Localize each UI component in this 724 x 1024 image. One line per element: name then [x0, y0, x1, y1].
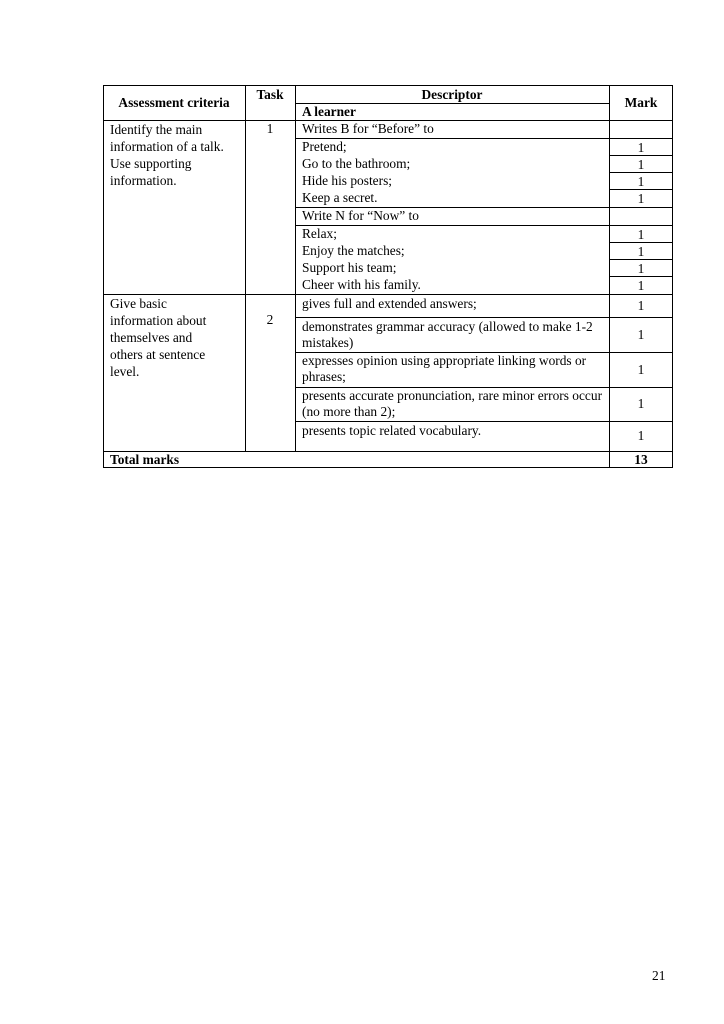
descriptor-item: Support his team; [302, 260, 397, 275]
mark-value: 1 [637, 227, 645, 242]
descriptor-item: demonstrates grammar accuracy (allowed to make 1-2 mistakes) [302, 319, 593, 350]
mark-value: 1 [637, 327, 645, 342]
mark-value: 1 [637, 191, 645, 206]
header-task: Task [256, 87, 284, 102]
descriptor-item: presents accurate pronunciation, rare minor errors occur (no more than 2); [302, 388, 603, 419]
descriptor-item: presents topic related vocabulary. [302, 423, 482, 438]
row-divider [295, 138, 673, 139]
total-divider [103, 451, 673, 452]
mark-value: 1 [637, 261, 645, 276]
header-assessment-criteria: Assessment criteria [118, 95, 230, 110]
header-mark: Mark [624, 95, 658, 110]
col-divider [245, 85, 246, 451]
descriptor-group-heading: Writes B for “Before” to [302, 121, 434, 136]
mark-value: 1 [637, 428, 645, 443]
mark-value: 1 [637, 362, 645, 377]
header-a-learner: A learner [302, 104, 356, 119]
mark-value: 1 [637, 244, 645, 259]
descriptor-item: Enjoy the matches; [302, 243, 405, 258]
row-divider [295, 317, 673, 318]
descriptor-item: gives full and extended answers; [302, 296, 477, 311]
descriptor-item: Keep a secret. [302, 190, 378, 205]
mark-value: 1 [637, 278, 645, 293]
col-divider [295, 85, 296, 451]
row-divider [295, 225, 673, 226]
row-divider [295, 421, 673, 422]
total-marks-label: Total marks [110, 452, 180, 467]
header-descriptor: Descriptor [421, 87, 483, 102]
mark-value: 1 [637, 396, 645, 411]
total-marks-value: 13 [634, 452, 648, 467]
task-number-2: 2 [266, 312, 274, 327]
descriptor-item: Hide his posters; [302, 173, 393, 188]
descriptor-item: Go to the bathroom; [302, 156, 411, 171]
descriptor-item: expresses opinion using appropriate linking words or phrases; [302, 353, 587, 384]
descriptor-item: Pretend; [302, 139, 347, 154]
descriptor-group-heading: Write N for “Now” to [302, 208, 419, 223]
mark-value: 1 [637, 298, 645, 313]
task-number-1: 1 [266, 121, 274, 136]
descriptor-item: Cheer with his family. [302, 277, 421, 292]
mark-value: 1 [637, 140, 645, 155]
mark-value: 1 [637, 157, 645, 172]
mark-value: 1 [637, 174, 645, 189]
criteria-section1: Identify the main information of a talk. Use supporting information. [110, 122, 224, 188]
page-number: 21 [652, 968, 666, 983]
criteria-section2: Give basic information about themselves and others at sentence level. [110, 296, 207, 379]
descriptor-item: Relax; [302, 226, 337, 241]
